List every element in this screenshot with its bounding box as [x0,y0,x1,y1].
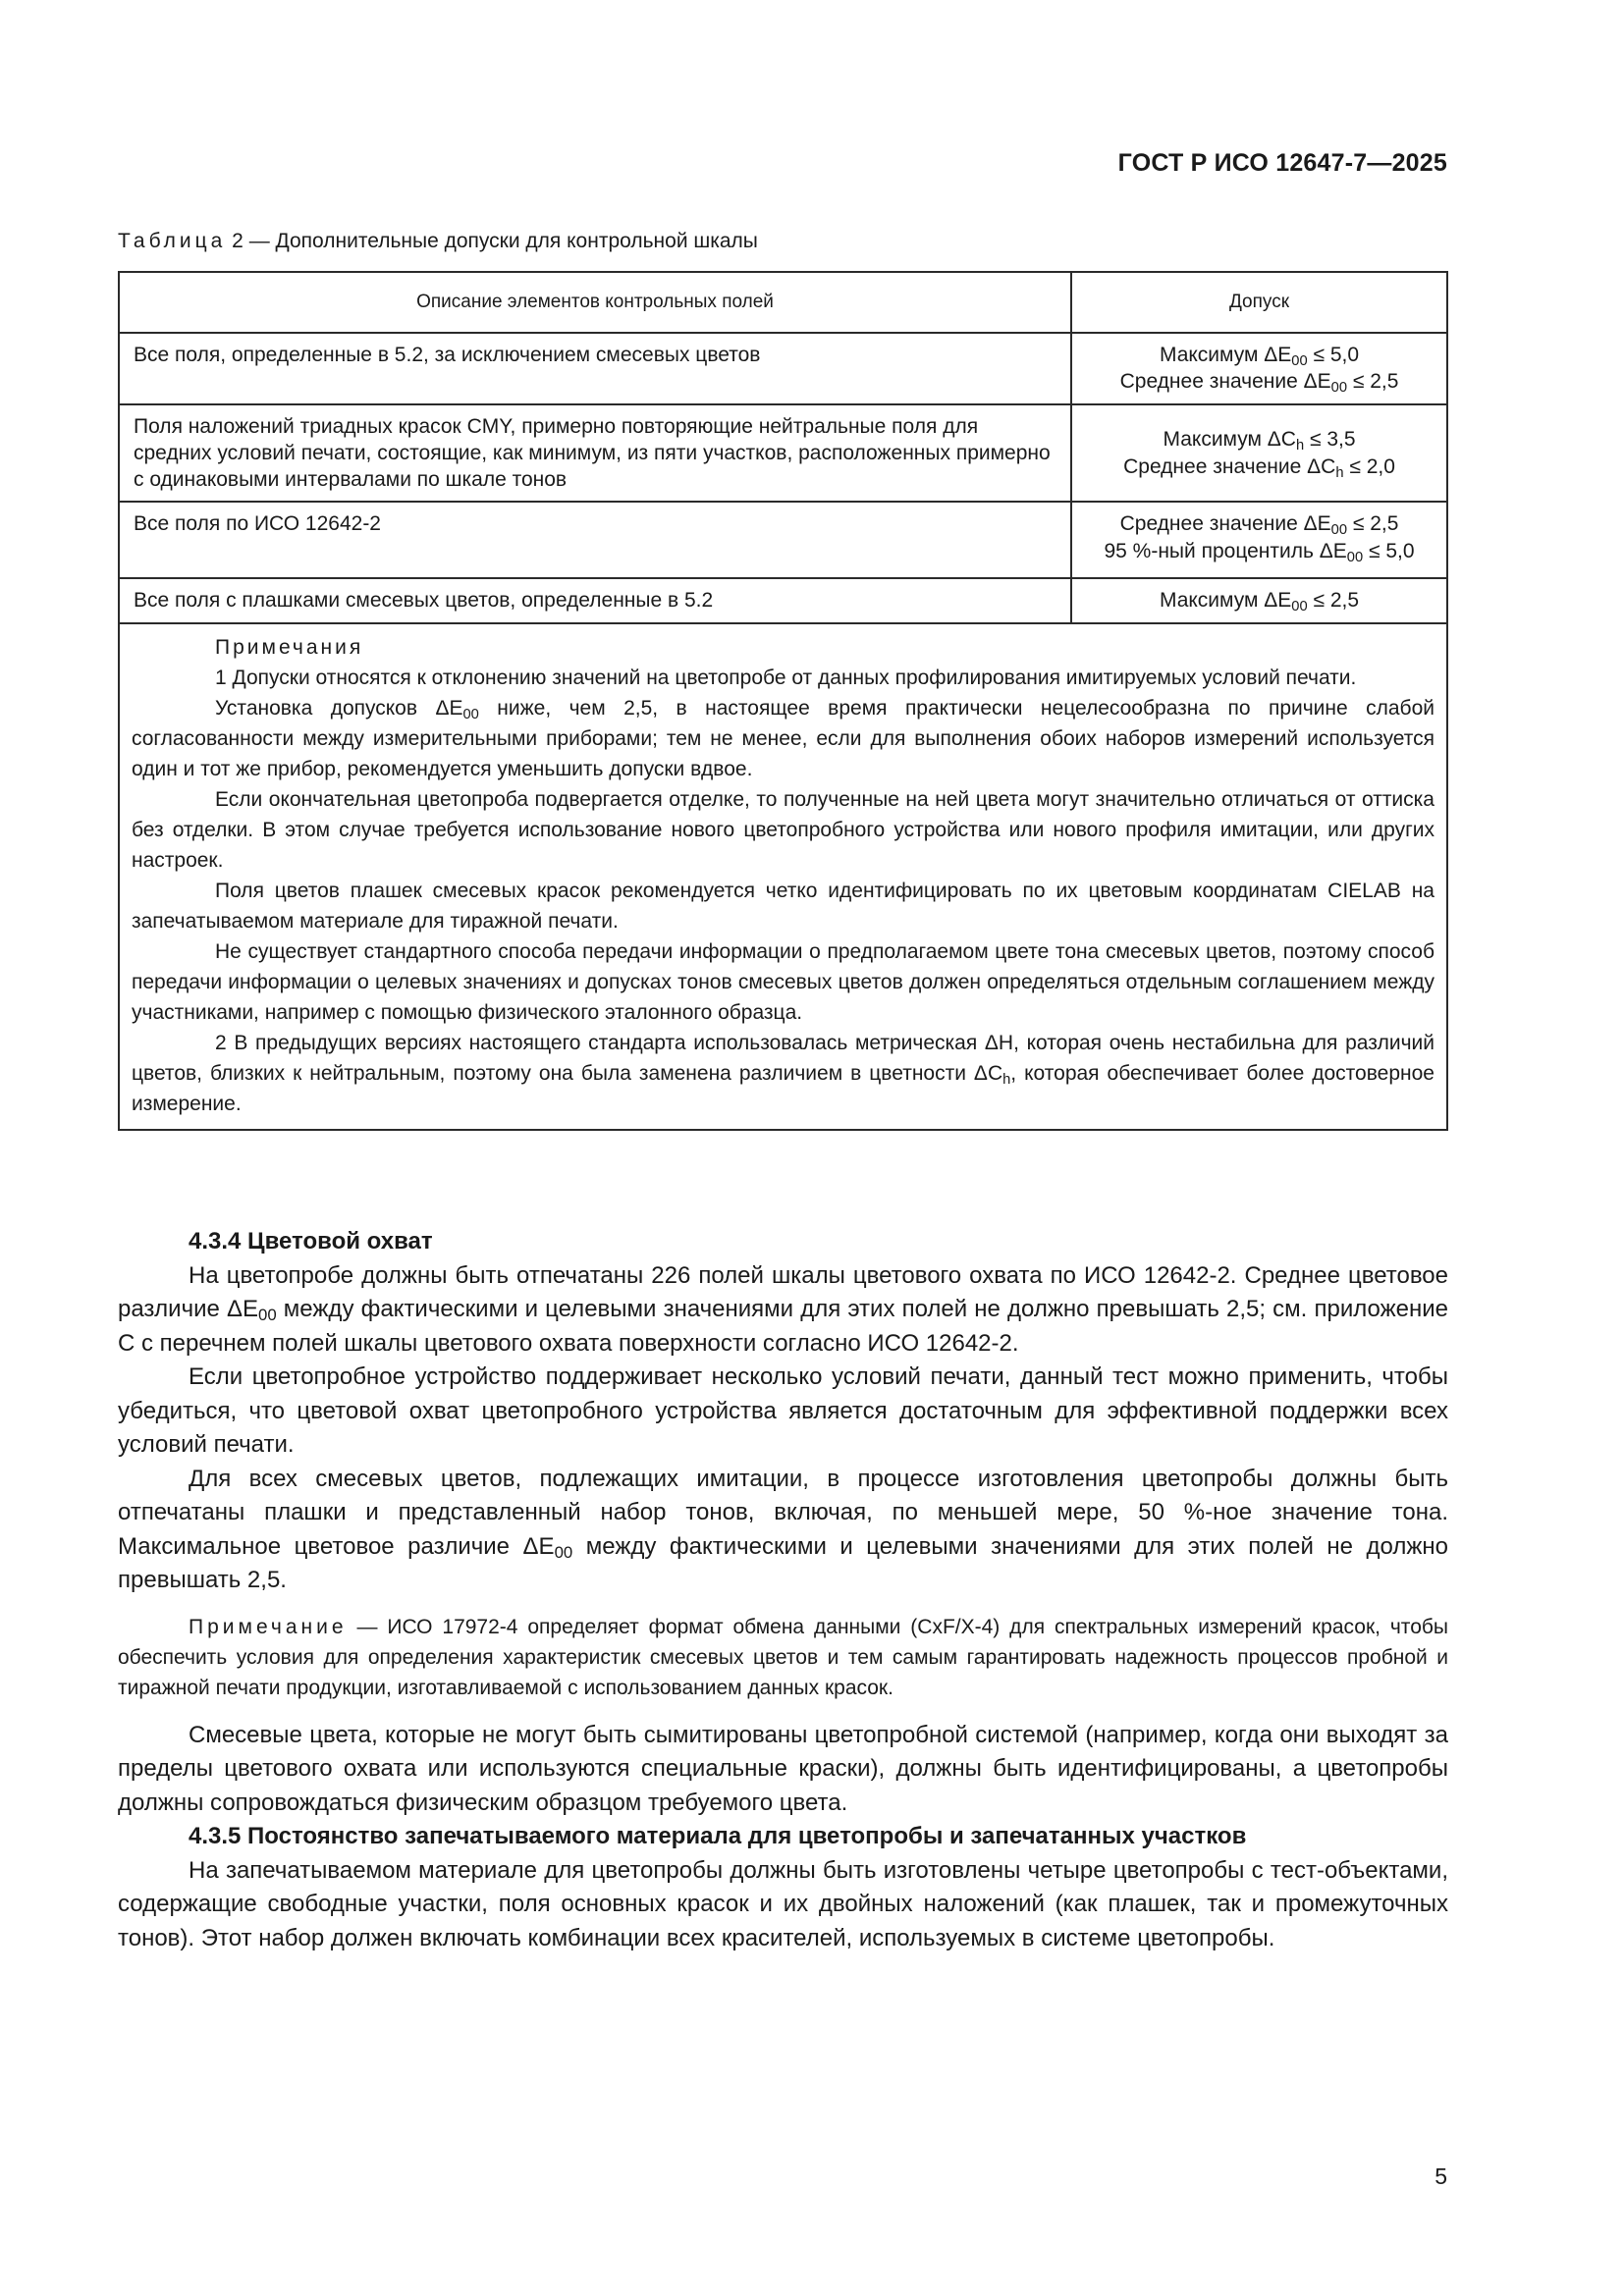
tolerance-table [118,271,1448,1131]
notes-title: Примечания [215,635,364,659]
table-cell-description: Все поля, определенные в 5.2, за исключением смесевых цветов [119,333,1071,404]
note-1-para-4: Поля цветов плашек смесевых красок рекомендуется четко идентифицировать по их цветовым координатам CIELAB на запечатываемом материале для тиражной печати. [132,879,1435,933]
table-cell-tolerance: Максимум $\Delta C_h \le 3,5$ Среднее значение $\Delta C_h \le 2,0$ [1071,404,1447,503]
table-caption [118,230,758,253]
table-notes-row [119,623,1447,1130]
paragraph: На запечатываемом материале для цветопробы должны быть изготовлены четыре цветопробы с тест-объектами, содержащие свободные участки, поля основных красок и их двойных наложений (как плашек, так и промежуточных тонов). Этот набор должен включать комбинации всех красителей, используемых в системе цветопробы. [118,1856,1448,1951]
paragraph: Смесевые цвета, которые не могут быть сымитированы цветопробной системой (например, когда они выходят за пределы цветового охвата или используются специальные краски), должны быть идентифицированы, а цветопробы должны сопровождаться физическим образцом требуемого цвета. [118,1721,1448,1816]
table-caption-label: Таблица [118,230,227,252]
note-1-para-2: Установка допусков $\Delta E_{00}$ ниже, чем 2,5, в настоящее время практически нецелесообразна по причине слабой согласованности между измерительными приборами; тем не менее, если для выполнения обоих наборов измерений используется один и тот же прибор, рекомендуется уменьшить допуски вдвое. [132,696,1435,780]
table-caption-text: 2 — Дополнительные допуски для контрольной шкалы [226,230,758,252]
document-header: ГОСТ Р ИСО 12647-7—2025 [1117,149,1447,177]
table-cell-description: Все поля по ИСО 12642-2 [119,502,1071,578]
paragraph: Если цветопробное устройство поддерживает несколько условий печати, данный тест можно применить, чтобы убедиться, что цветовой охват цветопробного устройства является достаточным для эффективной поддержки всех условий печати. [118,1363,1448,1458]
note-2: 2 В предыдущих версиях настоящего стандарта использовалась метрическая ΔH, которая очень нестабильна для различий цветов, близких к нейтральным, поэтому она была заменена различием в цветности $\Delta C_h$, которая обеспечивает более достоверное измерение. [132,1031,1435,1115]
table-cell-description: Поля наложений триадных красок CMY, примерно повторяющие нейтральные поля для средних условий печати, состоящие, как минимум, из пяти участков, расположенных примерно с одинаковыми интервалами по шкале тонов [119,404,1071,503]
table-cell-description: Все поля с плашками смесевых цветов, определенные в 5.2 [119,578,1071,622]
section-note: Примечание — ИСО 17972-4 определяет формат обмена данными (CxF/X-4) для спектральных измерений красок, чтобы обеспечить условия для определения характеристик смесевых цветов и тем самым гарантировать надежность процессов пробной и тиражной печати продукции, изготавливаемой с использованием данных красок. [118,1615,1448,1699]
table-row [119,333,1447,404]
table-header-row [119,272,1447,333]
paragraph: На цветопробе должны быть отпечатаны 226 полей шкалы цветового охвата по ИСО 12642-2. Среднее цветовое различие $\Delta E_{00}$ между фактическими и целевыми значениями для этих полей не должно превышать 2,5; см. приложение С с перечнем полей шкалы цветового охвата поверхности согласно ИСО 12642-2. [118,1261,1448,1357]
section-heading-4-3-4: 4.3.4 Цветовой охват [189,1228,433,1255]
table-cell-tolerance: Среднее значение $\Delta E_{00} \le 2,5$ 95 %-ный процентиль $\Delta E_{00} \le 5,0$ [1071,502,1447,578]
table-notes [119,623,1447,1130]
table-row [119,502,1447,578]
table-cell-tolerance: Максимум $\Delta E_{00} \le 2,5$ [1071,578,1447,622]
body-text [118,1225,1448,1955]
table-header-tolerance: Допуск [1071,272,1447,333]
table-cell-tolerance: Максимум $\Delta E_{00} \le 5,0$ Среднее значение $\Delta E_{00} \le 2,5$ [1071,333,1447,404]
page-number: 5 [1435,2163,1447,2189]
table-row [119,404,1447,503]
section-heading-4-3-5: 4.3.5 Постоянство запечатываемого материала для цветопробы и запечатанных участков [189,1823,1247,1849]
table-header-description: Описание элементов контрольных полей [119,272,1071,333]
table-row [119,578,1447,622]
paragraph: Для всех смесевых цветов, подлежащих имитации, в процессе изготовления цветопробы должны быть отпечатаны плашки и представленный набор тонов, включая, по меньшей мере, 50 %-ное значение тона. Максимальное цветовое различие $\Delta E_{00}$ между фактическими и целевыми значениями для этих полей не должно превышать 2,5. [118,1465,1448,1593]
note-1-para-3: Если окончательная цветопроба подвергается отделке, то полученные на ней цвета могут значительно отличаться от оттиска без отделки. В этом случае требуется использование нового цветопробного устройства или нового профиля имитации, или других настроек. [132,787,1435,872]
note-1: 1 Допуски относятся к отклонению значений на цветопробе от данных профилирования имитируемых условий печати. [215,666,1357,689]
note-1-para-5: Не существует стандартного способа передачи информации о предполагаемом цвете тона смесевых цветов, поэтому способ передачи информации о целевых значениях и допусках тонов смесевых цветов должен определяться отдельным соглашением между участниками, например с помощью физического эталонного образца. [132,939,1435,1024]
